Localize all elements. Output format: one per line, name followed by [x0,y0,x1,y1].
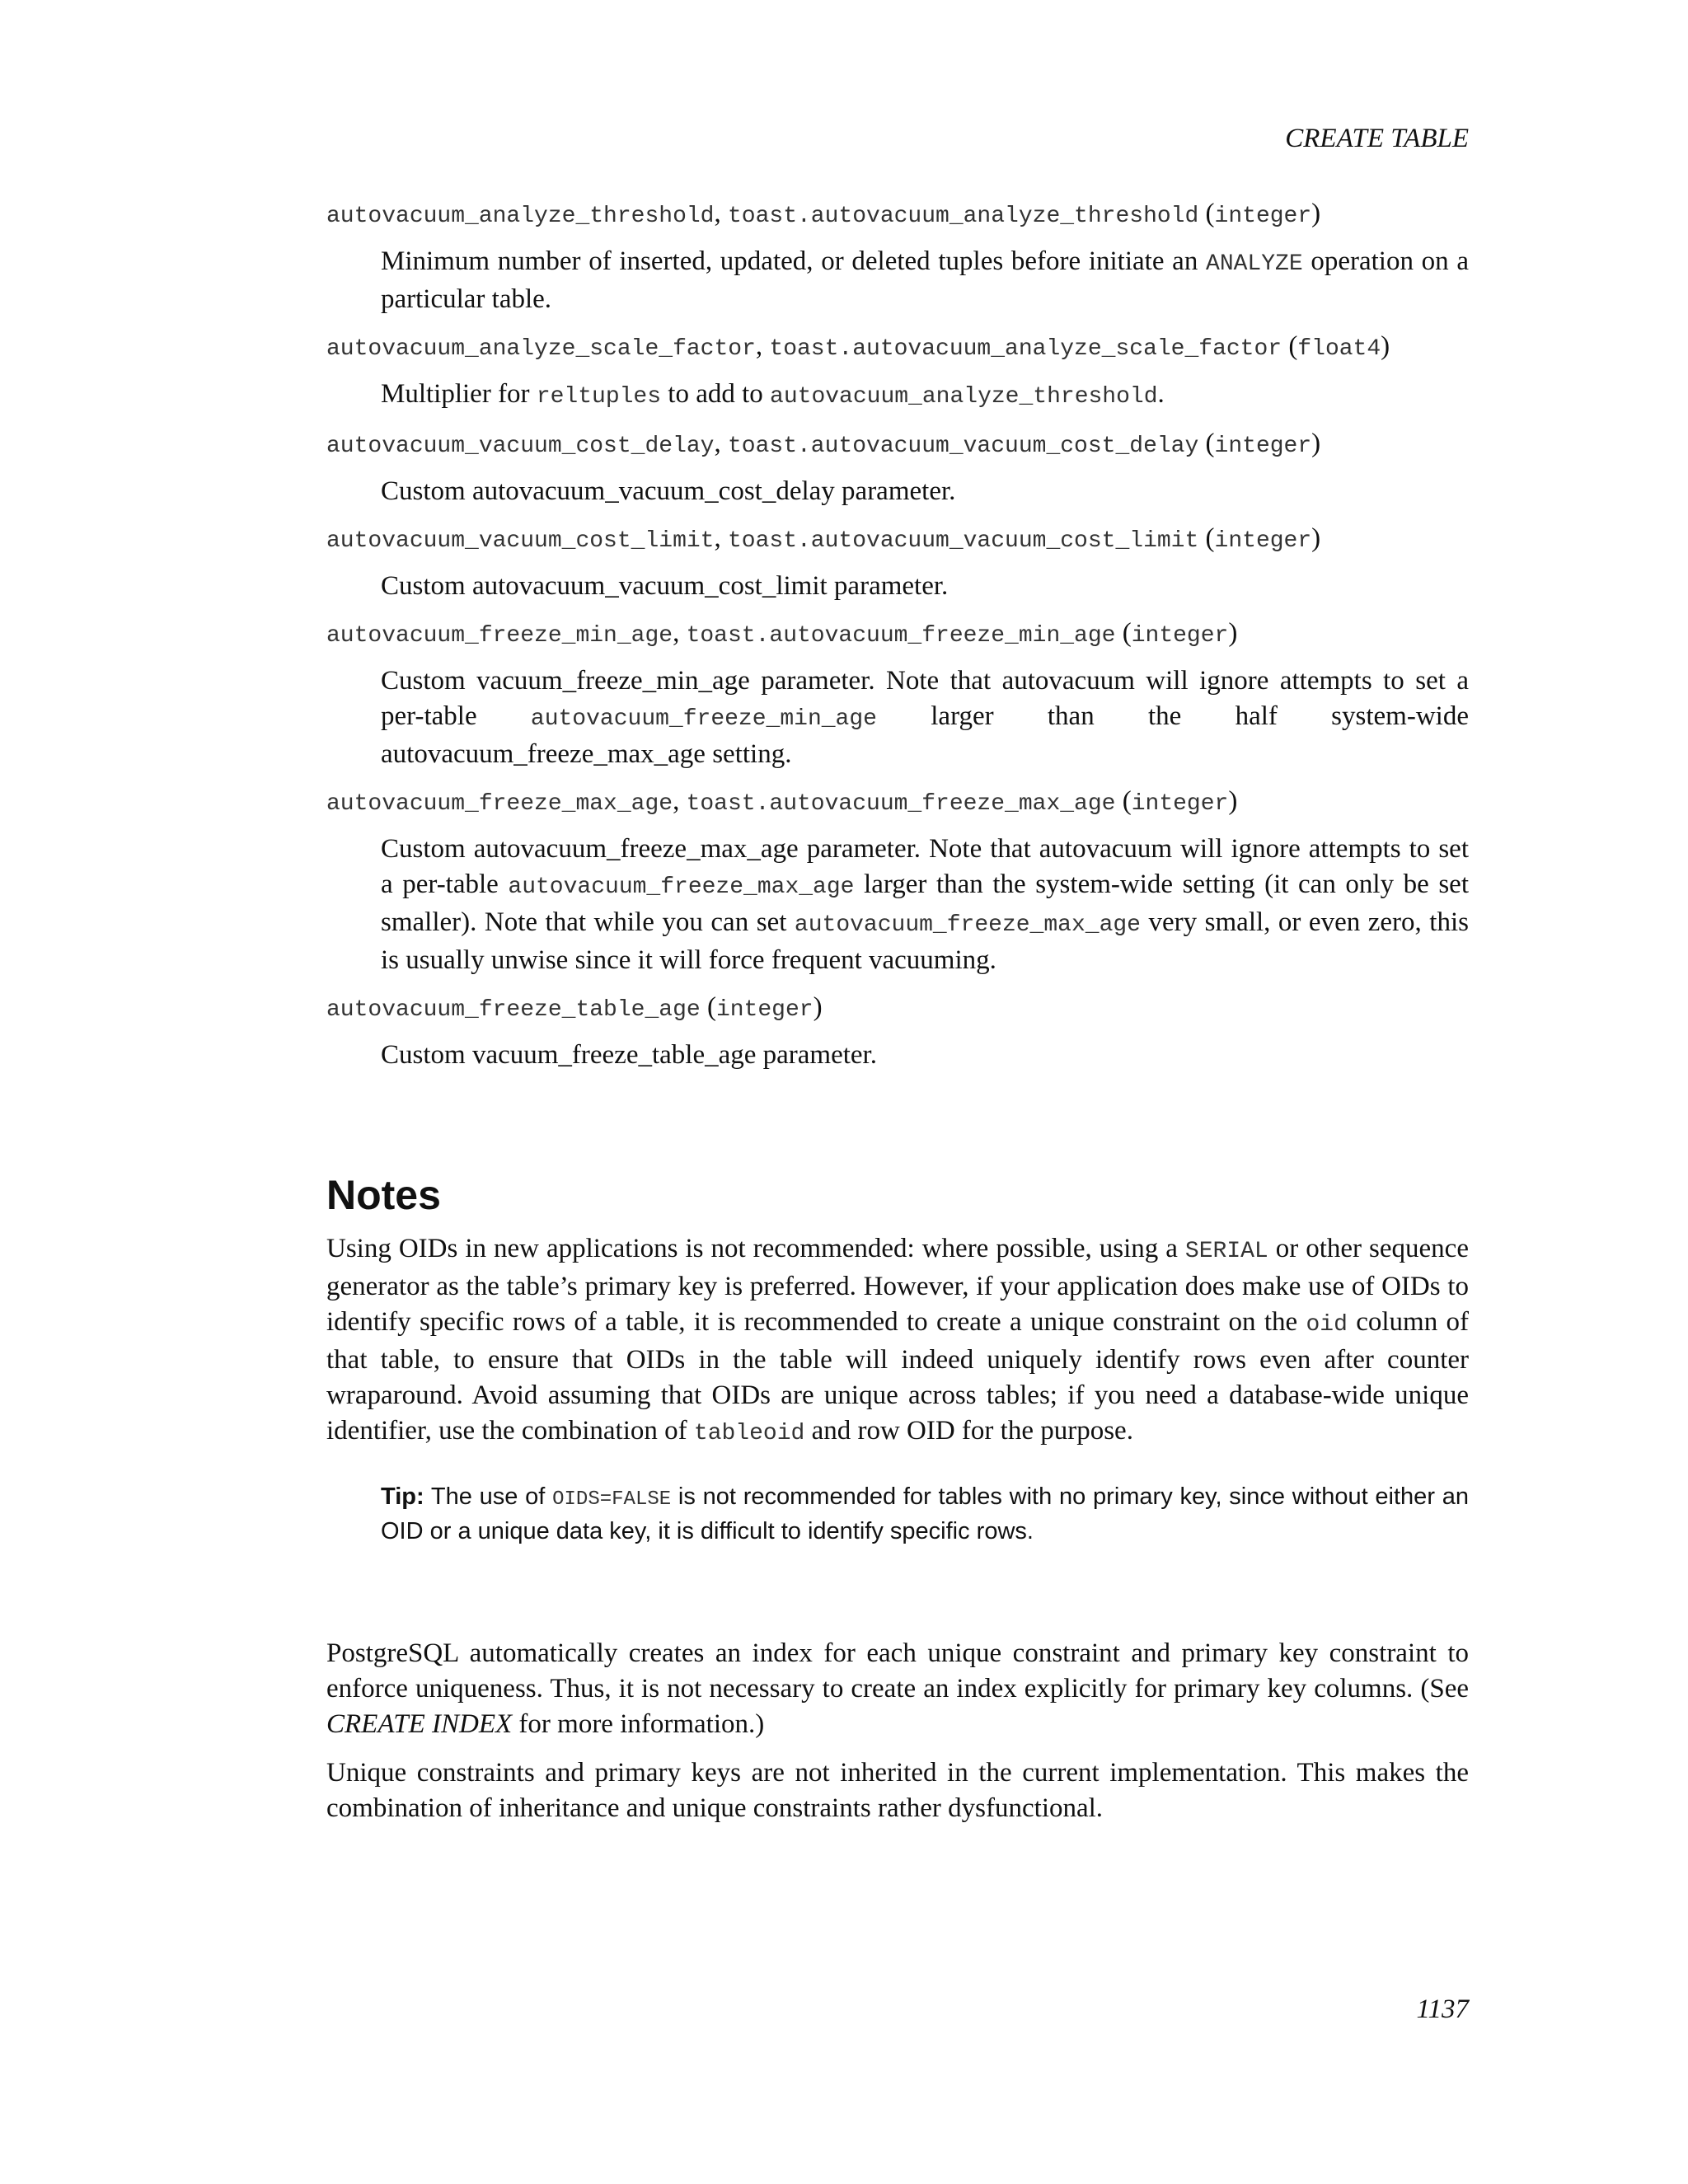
param-type: integer [715,997,814,1023]
inline-code: autovacuum_freeze_max_age [794,912,1141,938]
inline-code: autovacuum_analyze_threshold [770,384,1158,410]
param-description: Custom autovacuum_vacuum_cost_limit parameter. [381,571,949,601]
cross-reference-link[interactable]: CREATE INDEX [326,1709,513,1739]
body-paragraph: Unique constraints and primary keys are not inherited in the current implementation. This makes the combination of inheritance and unique constraints rather dysfunctional. [326,1758,1469,1823]
section-heading: Notes [326,1172,441,1218]
page-content [326,196,1469,1840]
inline-code: tableoid [693,1421,805,1446]
param-description: Minimum number of inserted, updated, or deleted tuples before initiate an ANALYZE operation on a particular table. [381,246,1469,314]
param-type: float4 [1297,336,1381,362]
param-type: integer [1214,528,1312,554]
param-name: autovacuum_freeze_table_age [326,997,701,1023]
inline-code: autovacuum_freeze_max_age [508,874,855,900]
running-header: CREATE TABLE [1285,124,1469,153]
param-toast-name: toast.autovacuum_vacuum_cost_limit [727,528,1199,554]
param-toast-name: toast.autovacuum_analyze_scale_factor [769,336,1282,362]
param-description: Multiplier for reltuples to add to autovacuum_analyze_threshold. [381,379,1165,410]
param-toast-name: toast.autovacuum_freeze_max_age [686,791,1116,817]
param-toast-name: toast.autovacuum_analyze_threshold [727,204,1199,229]
param-term: autovacuum_vacuum_cost_delay, toast.autovacuum_vacuum_cost_delay (integer) [326,429,1321,459]
param-type: integer [1214,204,1312,229]
parameter-list [326,196,1469,1073]
param-description: Custom autovacuum_freeze_max_age parameter. Note that autovacuum will ignore attempts to set a per-table autovacuum_freeze_max_age larger than the system-wide setting (it can only be set smaller). Note that while you can set autovacuum_freeze_max_age very small, or even zero, this is usually unwise since it will force frequent vacuuming. [381,834,1470,975]
inline-code: ANALYZE [1206,251,1303,277]
param-toast-name: toast.autovacuum_freeze_min_age [686,623,1116,649]
param-type: integer [1214,434,1312,459]
inline-code: OIDS=FALSE [552,1488,672,1511]
param-name: autovacuum_analyze_scale_factor [326,336,756,362]
param-term: autovacuum_analyze_threshold, toast.autovacuum_analyze_threshold (integer) [326,199,1321,229]
param-toast-name: toast.autovacuum_vacuum_cost_delay [727,434,1199,459]
param-description: Custom vacuum_freeze_table_age parameter. [381,1040,877,1070]
inline-code: reltuples [536,384,662,410]
param-term: autovacuum_freeze_table_age (integer) [326,992,823,1023]
tip-box: Tip: The use of OIDS=FALSE is not recommended for tables with no primary key, since without either an OID or a unique data key, it is difficult to identify specific rows. [381,1483,1470,1544]
body-paragraph: PostgreSQL automatically creates an index for each unique constraint and primary key constraint to enforce uniqueness. Thus, it is not necessary to create an index explicitly for primary key columns. (See CREATE INDEX for more information.) [326,1638,1469,1739]
param-term: autovacuum_vacuum_cost_limit, toast.autovacuum_vacuum_cost_limit (integer) [326,523,1321,554]
param-name: autovacuum_vacuum_cost_delay [326,434,715,459]
param-term: autovacuum_analyze_scale_factor, toast.autovacuum_analyze_scale_factor (float4) [326,331,1390,362]
inline-code: autovacuum_freeze_min_age [530,706,877,732]
param-name: autovacuum_freeze_max_age [326,791,673,817]
inline-code: oid [1306,1312,1348,1338]
page-number: 1137 [1416,1994,1469,2024]
body-paragraph: Using OIDs in new applications is not recommended: where possible, using a SERIAL or other sequence generator as the table’s primary key is preferred. However, if your application does make use of OIDs to identify specific rows of a table, it is recommended to create a unique constraint on the oid column of that table, to ensure that OIDs in the table will indeed uniquely identify rows even after counter wraparound. Avoid assuming that OIDs are unique across tables; if you need a database-wide unique identifier, use the combination of tableoid and row OID for the purpose. [326,1234,1469,1446]
param-name: autovacuum_freeze_min_age [326,623,673,649]
param-term: autovacuum_freeze_min_age, toast.autovacuum_freeze_min_age (integer) [326,618,1238,649]
param-type: integer [1131,623,1229,649]
param-name: autovacuum_analyze_threshold [326,204,715,229]
param-name: autovacuum_vacuum_cost_limit [326,528,715,554]
param-term: autovacuum_freeze_max_age, toast.autovacuum_freeze_max_age (integer) [326,786,1238,817]
param-type: integer [1131,791,1229,817]
tip-label: Tip: [381,1483,424,1510]
inline-code: SERIAL [1184,1239,1268,1264]
param-description: Custom vacuum_freeze_min_age parameter. Note that autovacuum will ignore attempts to set a per-table autovacuum_freeze_min_age larger than the half system-wide autovacuum_freeze_max_age setting. [381,666,1469,769]
param-description: Custom autovacuum_vacuum_cost_delay parameter. [381,476,956,506]
